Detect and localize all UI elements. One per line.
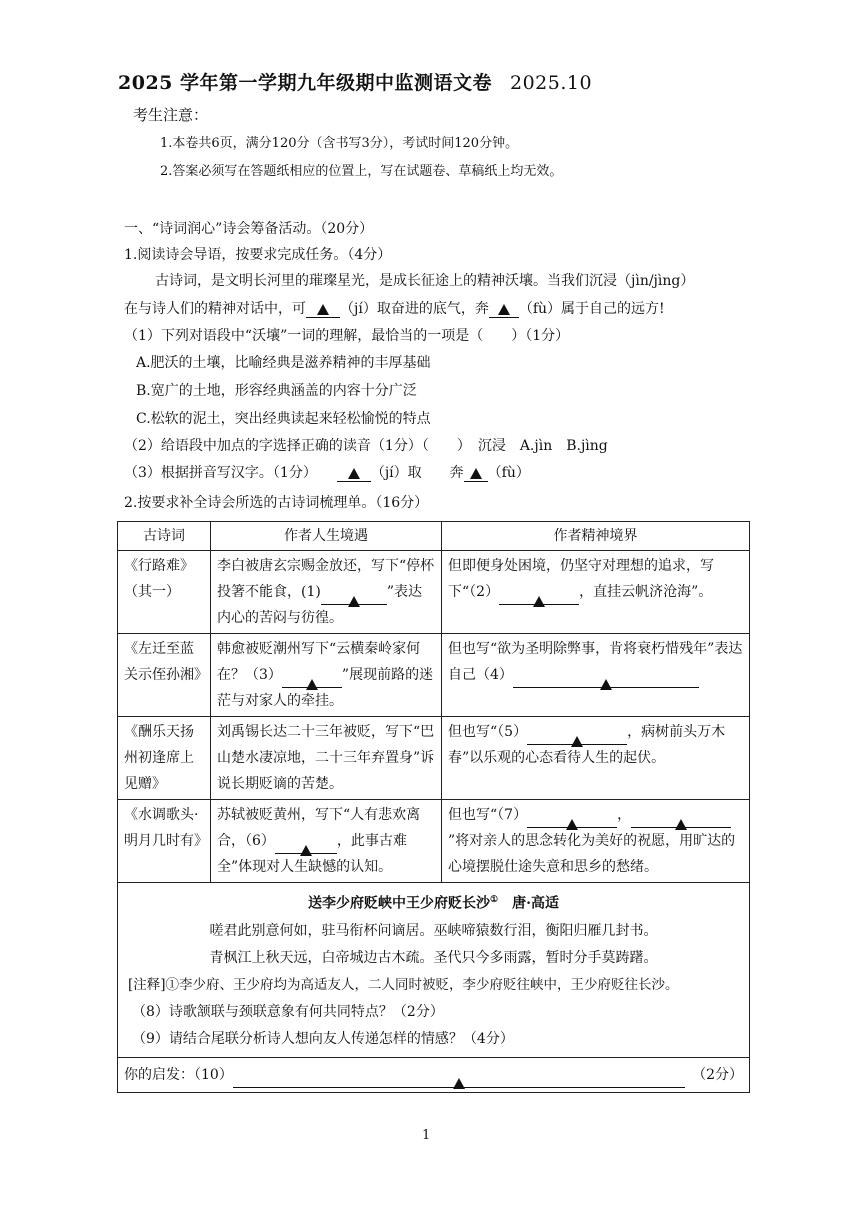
life-cell: 刘禹锡长达二十三年被贬，写下“巴山楚水凄凉地，二十三年弃置身”诉说长期贬谪的苦楚。 [211, 717, 442, 800]
poem-author: 唐·高适 [512, 895, 559, 912]
intro-line-2 [124, 298, 665, 318]
poetry-table [117, 521, 750, 1093]
answer-blank-fu-2[interactable] [464, 465, 488, 482]
cell-text: ，病树前头万木春”以乐观的心态看待人生的起伏。 [448, 724, 726, 766]
cell-text: ，直挂云帆济沧海”。 [579, 584, 713, 600]
notice-item-2: 2.答案必须写在答题纸相应的位置上，写在试题卷、草稿纸上均无效。 [160, 164, 563, 179]
table-row [118, 634, 750, 717]
cell-text: 韩愈被贬潮州写下“云横秦岭家何在？（3） [217, 641, 421, 683]
life-cell [211, 551, 442, 634]
question-8: （8）诗歌颔联与颈联意象有何共同特点？（2分） [132, 1003, 444, 1020]
cell-text: 但也写“欲为圣明除弊事，肯将衰朽惜残年”表达自己（4） [448, 641, 743, 683]
header-spirit: 作者精神境界 [442, 522, 750, 551]
triangle-icon [317, 304, 329, 315]
header-life: 作者人生境遇 [211, 522, 442, 551]
option-b: B.宽广的土地，形容经典涵盖的内容十分广泛 [136, 383, 417, 399]
intro-line-1: 古诗词，是文明长河里的璀璨星光，是成长征途上的精神沃壤。当我们沉浸（jìn/jìng） [155, 273, 695, 289]
poem-note-mark: ① [490, 895, 499, 905]
poem-line-2: 青枫江上秋天远，白帝城边古木疏。圣代只今多雨露，暂时分手莫踌躇。 [209, 949, 658, 966]
spirit-cell [442, 800, 750, 883]
triangle-icon [533, 596, 545, 607]
q10-label: 你的启发：（10） [124, 1066, 233, 1083]
answer-blank-6[interactable] [275, 837, 337, 854]
intro-2c: （fù）属于自己的远方! [518, 301, 665, 317]
answer-blank-4[interactable] [513, 671, 699, 688]
question-9: （9）请结合尾联分析诗人想向友人传递怎样的情感？（4分） [132, 1030, 514, 1047]
answer-blank-ji-2[interactable] [337, 465, 371, 482]
cell-text: 但也写“（7） [448, 807, 528, 823]
answer-blank-2[interactable] [499, 588, 579, 605]
poem-name: 《左迁至蓝关示侄孙湘》 [118, 634, 211, 717]
poem-cell [118, 883, 750, 1058]
poem-name: 《行路难》（其一） [118, 551, 211, 634]
life-cell [211, 800, 442, 883]
exam-title [118, 68, 592, 95]
notice-item-1: 1.本卷共6页，满分120分（含书写3分），考试时间120分钟。 [160, 136, 519, 151]
comma-sep: ， [617, 807, 632, 823]
option-a: A.肥沃的土壤，比喻经典是滋养精神的丰厚基础 [136, 355, 431, 371]
answer-blank-7a[interactable] [527, 811, 617, 828]
q1-3-a: （3）根据拼音写汉字。（1分） [124, 465, 317, 481]
triangle-icon [600, 679, 612, 690]
header-poem: 古诗词 [118, 522, 211, 551]
answer-blank-ji[interactable] [306, 301, 340, 318]
cell-text: 但也写“（5） [448, 724, 528, 740]
answer-blank-1[interactable] [321, 588, 387, 605]
cell-text: 李白被唐玄宗赐金放还，写下“停杯投箸不能食，(1) [217, 558, 435, 600]
intro-2a: 在与诗人们的精神对话中，可 [124, 301, 306, 317]
answer-blank-7b[interactable] [631, 811, 731, 828]
triangle-icon [453, 1078, 465, 1089]
question-1: 1.阅读诗会导语，按要求完成任务。（4分） [124, 247, 392, 263]
triangle-icon [348, 596, 360, 607]
cell-text: 但即便身处困境，仍坚守对理想的追求，写下“（2） [448, 558, 714, 600]
poem-title: 送李少府贬峡中王少府贬长沙 [308, 895, 491, 912]
poem-annotation: [注释]①李少府、王少府均为高适友人，二人同时被贬，李少府贬往峡中，王少府贬往长沙。 [128, 976, 679, 993]
table-row [118, 717, 750, 800]
question-2: 2.按要求补全诗会所选的古诗词梳理单。（16分） [124, 495, 429, 511]
poem-heading [128, 887, 739, 918]
poem-name: 《酬乐天扬州初逢席上见赠》 [118, 717, 211, 800]
table-row [118, 800, 750, 883]
triangle-icon [348, 468, 360, 479]
triangle-icon [571, 736, 583, 747]
answer-blank-fu[interactable] [489, 301, 519, 318]
triangle-icon [566, 819, 578, 830]
notice-heading: 考生注意： [133, 106, 209, 124]
poem-name: 《水调歌头·明月几时有》 [118, 800, 211, 883]
triangle-icon [300, 845, 312, 856]
answer-blank-3[interactable] [282, 671, 342, 688]
title-text: 2025 学年第一学期九年级期中监测语文卷 [118, 72, 492, 94]
spirit-cell [442, 717, 750, 800]
cell-text: ”将对亲人的思念转化为美好的祝愿，用旷达的心境摆脱仕途失意和思乡的愁绪。 [448, 833, 736, 875]
cell-text: ”展现前路的迷茫与对家人的牵挂。 [217, 667, 434, 709]
cell-text: ”表达内心的苦闷与彷徨。 [217, 584, 423, 626]
triangle-icon [470, 468, 482, 479]
answer-blank-5[interactable] [527, 728, 627, 745]
life-cell [211, 634, 442, 717]
triangle-icon [498, 304, 510, 315]
table-header-row [118, 522, 750, 551]
poem-row [118, 883, 750, 1058]
spirit-cell [442, 551, 750, 634]
exam-date: 2025.10 [510, 72, 593, 94]
question-10-cell [118, 1057, 750, 1092]
answer-blank-10[interactable] [233, 1071, 685, 1088]
intro-2b: （jí）取奋进的底气，奔 [340, 301, 489, 317]
poem-line-1: 嗟君此别意何如，驻马衔杯问谪居。巫峡啼猿数行泪，衡阳归雁几封书。 [209, 922, 658, 939]
q10-score: （2分） [692, 1066, 743, 1083]
q1-3-c: （fù） [487, 465, 530, 481]
cell-text: ，此事古难全”体现对人生缺憾的认知。 [217, 833, 407, 875]
triangle-icon [675, 819, 687, 830]
question-1-3 [124, 462, 530, 482]
question-1-2: （2）给语段中加点的字选择正确的读音（1分）（ ） 沉浸 A.jìn B.jìng [124, 438, 608, 454]
question-1-1: （1）下列对语段中“沃壤”一词的理解，最恰当的一项是（ ）（1分） [124, 328, 570, 344]
table-row [118, 551, 750, 634]
triangle-icon [306, 679, 318, 690]
option-c: C.松软的泥土，突出经典读起来轻松愉悦的特点 [136, 411, 431, 427]
section-heading: 一、“诗词润心”诗会筹备活动。（20分） [124, 221, 374, 237]
spirit-cell [442, 634, 750, 717]
cell-text: 苏轼被贬黄州，写下“人有悲欢离合，（6） [217, 807, 421, 849]
question-10-row [118, 1057, 750, 1092]
q1-3-b: （jí）取 奔 [370, 465, 464, 481]
page-number: 1 [422, 1128, 431, 1143]
